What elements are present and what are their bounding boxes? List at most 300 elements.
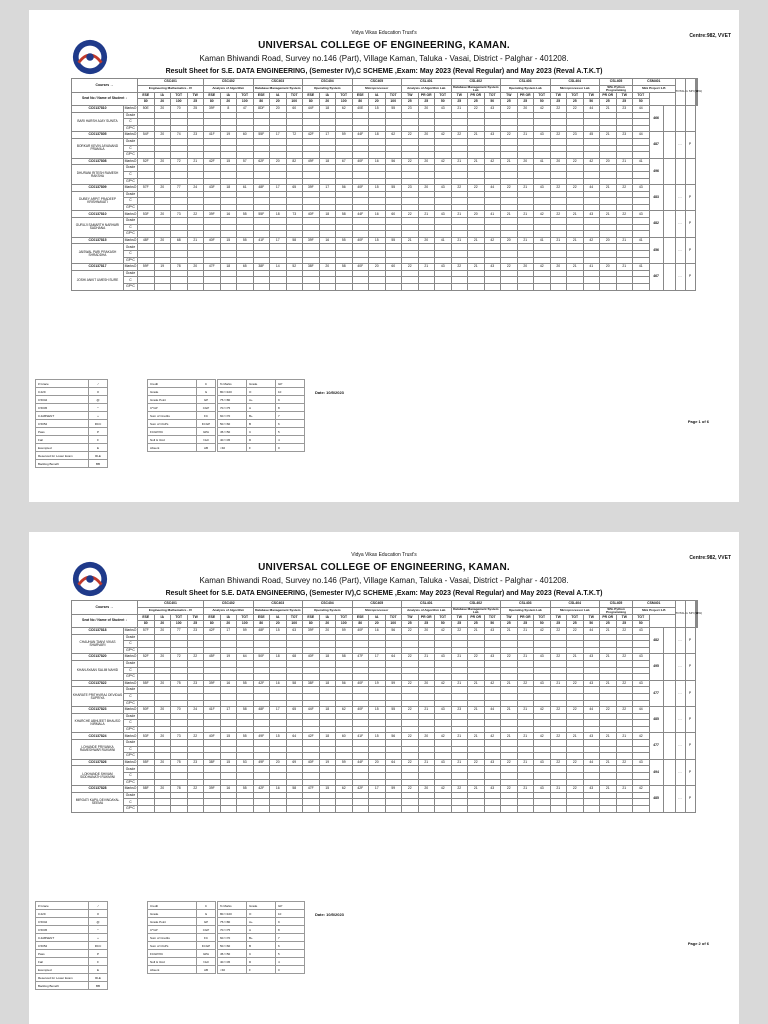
- result-table: [71, 78, 703, 291]
- marks-cell: 21: [567, 733, 584, 740]
- marks-cell: 15: [220, 237, 237, 244]
- marks-cell: [286, 270, 303, 277]
- student-row: [72, 237, 698, 244]
- marks-cell: [550, 720, 567, 727]
- marks-cell: [352, 112, 369, 119]
- marks-cell: [484, 178, 501, 185]
- marks-cell: 58: [237, 707, 254, 714]
- marks-cell: [286, 740, 303, 747]
- marks-cell: [468, 257, 485, 264]
- marks-cell: [253, 720, 270, 727]
- marks-cell: 60: [286, 105, 303, 112]
- marks-cell: 49F: [303, 158, 320, 165]
- marks-cell: 15: [220, 158, 237, 165]
- marks-cell: [204, 746, 221, 753]
- marks-cell: [600, 773, 617, 780]
- marks-cell: [385, 773, 402, 780]
- marks-cell: 18: [319, 158, 336, 165]
- legend-label: ΣCGP/ΣC: [148, 428, 197, 436]
- marks-cell: [600, 224, 617, 231]
- student-row: [72, 700, 698, 707]
- marks-cell: [583, 244, 600, 251]
- marks-cell: 22: [501, 132, 518, 139]
- marks-cell: [567, 218, 584, 225]
- marks-cell: [204, 251, 221, 258]
- marks-cell: [154, 152, 171, 159]
- marks-cell: [402, 218, 419, 225]
- marks-cell: 21: [616, 237, 633, 244]
- marks-cell: 52: [286, 264, 303, 271]
- marks-cell: 22: [451, 627, 468, 634]
- marks-cell: [468, 244, 485, 251]
- marks-cell: 19: [369, 680, 386, 687]
- marks-cell: [253, 204, 270, 211]
- marks-cell: [616, 152, 633, 159]
- marks-cell: [616, 634, 633, 641]
- marks-cell: [567, 171, 584, 178]
- marks-cell: [286, 687, 303, 694]
- total-marks: 495: [649, 654, 663, 680]
- column-head: TW: [501, 614, 518, 621]
- marks-cell: [220, 165, 237, 172]
- max-marks: 100: [385, 99, 402, 106]
- marks-cell: [534, 634, 551, 641]
- marks-cell: [204, 178, 221, 185]
- marks-cell: 21: [550, 237, 567, 244]
- max-marks: 50: [534, 621, 551, 628]
- marks-cell: [435, 204, 452, 211]
- legend-symbol: ΣC: [197, 934, 216, 942]
- marks-cell: [303, 773, 320, 780]
- max-marks: 25: [451, 99, 468, 106]
- marks-cell: 48F: [253, 185, 270, 192]
- marks-cell: 22: [567, 627, 584, 634]
- marks-cell: [600, 687, 617, 694]
- marks-cell: [385, 125, 402, 132]
- row-label: MarksO: [124, 680, 137, 685]
- remark-value: P: [685, 654, 695, 680]
- marks-cell: [237, 231, 254, 238]
- marks-cell: [484, 700, 501, 707]
- marks-cell: [451, 753, 468, 760]
- marks-cell: [583, 660, 600, 667]
- marks-cell: [154, 766, 171, 773]
- marks-cell: [286, 152, 303, 159]
- max-marks: 25: [187, 621, 204, 628]
- marks-cell: [270, 799, 287, 806]
- marks-cell: [484, 198, 501, 205]
- marks-cell: [616, 218, 633, 225]
- marks-cell: [402, 674, 419, 681]
- column-head: PR OR: [468, 614, 485, 621]
- legend-row: [148, 918, 216, 926]
- marks-cell: [600, 641, 617, 648]
- marks-cell: [451, 766, 468, 773]
- marks-cell: [171, 178, 188, 185]
- max-marks: 80: [204, 99, 221, 106]
- marks-cell: 62F: [253, 158, 270, 165]
- marks-cell: [352, 224, 369, 231]
- marks-cell: [468, 753, 485, 760]
- student-row: [72, 792, 698, 799]
- grade-scale-cell: 75<=80: [218, 918, 247, 926]
- course-code: CSL402: [451, 601, 501, 608]
- marks-cell: 43: [484, 627, 501, 634]
- marks-cell: [270, 284, 287, 291]
- marks-cell: [369, 634, 386, 641]
- marks-cell: [616, 198, 633, 205]
- row-label: MarksO: [124, 759, 137, 764]
- grade-scale-cell: 0: [276, 966, 305, 974]
- grade-scale-cell: O: [247, 910, 276, 918]
- marks-cell: 21: [501, 707, 518, 714]
- marks-cell: [369, 713, 386, 720]
- marks-cell: [534, 277, 551, 284]
- marks-cell: 52F: [138, 654, 155, 661]
- total-marks: 482: [649, 627, 663, 653]
- marks-cell: 39F: [204, 105, 221, 112]
- marks-cell: [451, 171, 468, 178]
- marks-cell: 20: [517, 264, 534, 271]
- marks-cell: [171, 667, 188, 674]
- marks-cell: [501, 726, 518, 733]
- course-title: SBL Python Programming: [600, 85, 633, 92]
- marks-cell: [550, 687, 567, 694]
- column-head: TOT: [435, 92, 452, 99]
- marks-cell: [451, 257, 468, 264]
- column-head: TOT: [435, 614, 452, 621]
- marks-cell: [220, 792, 237, 799]
- marks-cell: [633, 152, 650, 159]
- grade-scale-cell: A: [247, 404, 276, 412]
- column-head: ESE: [352, 614, 369, 621]
- course-code: CSL405: [600, 601, 633, 608]
- marks-cell: [600, 284, 617, 291]
- marks-cell: [385, 152, 402, 159]
- marks-cell: [138, 693, 155, 700]
- marks-cell: [633, 753, 650, 760]
- marks-cell: [336, 152, 353, 159]
- legend-symbol: ΣCGP: [197, 420, 216, 428]
- marks-cell: [484, 138, 501, 145]
- marks-cell: [517, 634, 534, 641]
- legend-label: # Grace: [36, 380, 89, 388]
- marks-cell: [633, 165, 650, 172]
- marks-cell: [369, 244, 386, 251]
- marks-cell: [138, 766, 155, 773]
- marks-cell: [600, 740, 617, 747]
- marks-cell: [600, 257, 617, 264]
- marks-cell: [270, 145, 287, 152]
- marks-cell: [616, 792, 633, 799]
- marks-cell: [616, 746, 633, 753]
- legend-label: Grade: [148, 910, 197, 918]
- marks-cell: [352, 171, 369, 178]
- marks-cell: [501, 270, 518, 277]
- marks-cell: [451, 740, 468, 747]
- marks-cell: [402, 753, 419, 760]
- marks-cell: [616, 165, 633, 172]
- marks-cell: [534, 112, 551, 119]
- marks-cell: [286, 231, 303, 238]
- marks-cell: [286, 779, 303, 786]
- legend-row: [148, 412, 216, 420]
- marks-cell: 22: [402, 264, 419, 271]
- marks-cell: [435, 224, 452, 231]
- marks-cell: [600, 660, 617, 667]
- column-head: IA: [369, 614, 386, 621]
- marks-cell: [204, 165, 221, 172]
- marks-cell: 16: [369, 627, 386, 634]
- marks-cell: [484, 270, 501, 277]
- marks-cell: [435, 753, 452, 760]
- marks-cell: [154, 145, 171, 152]
- marks-cell: 64: [286, 733, 303, 740]
- marks-cell: [171, 171, 188, 178]
- marks-cell: [336, 660, 353, 667]
- legend-symbol: *: [89, 926, 108, 934]
- marks-cell: [418, 700, 435, 707]
- marks-cell: 43: [633, 185, 650, 192]
- column-head: PR OR: [517, 92, 534, 99]
- max-marks: 100: [237, 621, 254, 628]
- marks-cell: [270, 693, 287, 700]
- marks-cell: [418, 674, 435, 681]
- marks-cell: [567, 145, 584, 152]
- marks-cell: [402, 277, 419, 284]
- marks-cell: [517, 693, 534, 700]
- marks-cell: [567, 284, 584, 291]
- marks-cell: 22: [187, 786, 204, 793]
- marks-cell: 22: [402, 211, 419, 218]
- marks-cell: 41: [435, 237, 452, 244]
- max-marks: 20: [319, 99, 336, 106]
- legend-row: [218, 420, 305, 428]
- marks-cell: [154, 231, 171, 238]
- marks-cell: 22: [517, 680, 534, 687]
- marks-cell: 17: [220, 627, 237, 634]
- marks-cell: [567, 152, 584, 159]
- marks-cell: [204, 726, 221, 733]
- marks-cell: [336, 145, 353, 152]
- marks-cell: 44F: [303, 105, 320, 112]
- marks-cell: 55: [237, 786, 254, 793]
- marks-cell: 22: [550, 185, 567, 192]
- marks-cell: 21: [418, 264, 435, 271]
- marks-cell: [253, 700, 270, 707]
- marks-cell: 43: [633, 211, 650, 218]
- max-marks: 20: [319, 621, 336, 628]
- marks-cell: [385, 726, 402, 733]
- marks-cell: [402, 693, 419, 700]
- row-label: GP*C: [124, 647, 138, 654]
- marks-cell: 38F: [303, 264, 320, 271]
- marks-cell: 22: [600, 707, 617, 714]
- legend-label: Grade Point: [148, 918, 197, 926]
- marks-cell: 53F: [138, 211, 155, 218]
- marks-cell: 17: [319, 185, 336, 192]
- marks-cell: [369, 687, 386, 694]
- marks-cell: 41F: [253, 237, 270, 244]
- student-row: [72, 257, 698, 264]
- column-head: TW: [550, 614, 567, 621]
- legend-row: [218, 942, 305, 950]
- marks-cell: [154, 634, 171, 641]
- marks-cell: [435, 799, 452, 806]
- marks-cell: [402, 138, 419, 145]
- marks-cell: [567, 270, 584, 277]
- marks-cell: 22: [402, 680, 419, 687]
- legend-row: [218, 966, 305, 974]
- marks-cell: [501, 251, 518, 258]
- marks-cell: [270, 773, 287, 780]
- marks-cell: [187, 112, 204, 119]
- legend-symbol: G: [197, 388, 216, 396]
- marks-cell: [220, 779, 237, 786]
- student-row: [72, 264, 698, 271]
- marks-cell: 41: [633, 158, 650, 165]
- marks-cell: 39F: [303, 185, 320, 192]
- legend-symbols: [35, 379, 108, 468]
- marks-cell: [517, 674, 534, 681]
- result-value: - -: [675, 759, 685, 785]
- marks-cell: [237, 284, 254, 291]
- seat-number: CC0137820: [72, 654, 124, 661]
- marks-cell: 21: [418, 654, 435, 661]
- marks-cell: [501, 647, 518, 654]
- marks-cell: [385, 806, 402, 813]
- marks-cell: [567, 674, 584, 681]
- marks-cell: [352, 125, 369, 132]
- marks-cell: [336, 119, 353, 126]
- marks-cell: [187, 244, 204, 251]
- marks-cell: 23: [567, 132, 584, 139]
- marks-cell: [550, 145, 567, 152]
- marks-cell: 43: [435, 211, 452, 218]
- marks-cell: [187, 660, 204, 667]
- legend-label: Sum of CGPs: [148, 420, 197, 428]
- marks-cell: 44: [583, 627, 600, 634]
- marks-cell: [171, 641, 188, 648]
- marks-cell: 48F: [138, 237, 155, 244]
- marks-cell: 60: [336, 733, 353, 740]
- marks-cell: [418, 277, 435, 284]
- marks-cell: 42: [633, 733, 650, 740]
- marks-cell: [484, 693, 501, 700]
- marks-cell: [633, 138, 650, 145]
- marks-cell: 42: [484, 158, 501, 165]
- marks-cell: [385, 198, 402, 205]
- marks-cell: [600, 218, 617, 225]
- legend-row: [218, 388, 305, 396]
- marks-cell: 44F: [352, 132, 369, 139]
- marks-cell: [154, 257, 171, 264]
- marks-cell: [616, 726, 633, 733]
- marks-cell: [435, 152, 452, 159]
- student-row: [72, 178, 698, 185]
- marks-cell: 42: [534, 733, 551, 740]
- max-marks: 25: [501, 621, 518, 628]
- marks-cell: [369, 270, 386, 277]
- marks-cell: [550, 171, 567, 178]
- marks-cell: [534, 647, 551, 654]
- marks-cell: [352, 251, 369, 258]
- marks-cell: [352, 204, 369, 211]
- course-code: CSL401: [402, 79, 452, 86]
- marks-cell: [187, 713, 204, 720]
- marks-cell: [583, 773, 600, 780]
- row-label: MarksO: [124, 786, 137, 791]
- total-header: TOTAL: [675, 601, 685, 628]
- course-title: Microprocessor: [352, 607, 402, 614]
- marks-cell: [220, 119, 237, 126]
- marks-cell: [303, 224, 320, 231]
- marks-cell: [468, 270, 485, 277]
- marks-cell: [600, 753, 617, 760]
- marks-cell: [303, 165, 320, 172]
- marks-cell: [435, 119, 452, 126]
- marks-cell: [171, 792, 188, 799]
- legend-row: [148, 396, 216, 404]
- marks-cell: [336, 799, 353, 806]
- course-code: CSC404: [303, 601, 353, 608]
- marks-cell: [501, 799, 518, 806]
- marks-cell: [534, 145, 551, 152]
- marks-cell: 62: [336, 707, 353, 714]
- marks-cell: [336, 277, 353, 284]
- marks-cell: [550, 165, 567, 172]
- row-label: MarksO: [124, 628, 137, 633]
- marks-cell: [501, 198, 518, 205]
- marks-cell: 44F: [352, 759, 369, 766]
- max-marks: 25: [616, 99, 633, 106]
- marks-cell: [204, 667, 221, 674]
- marks-cell: [550, 726, 567, 733]
- total-marks: 494: [649, 759, 663, 785]
- marks-cell: [187, 257, 204, 264]
- marks-cell: [517, 806, 534, 813]
- marks-cell: [402, 779, 419, 786]
- marks-cell: [138, 806, 155, 813]
- marks-cell: 55: [385, 105, 402, 112]
- marks-cell: [171, 284, 188, 291]
- marks-cell: [550, 224, 567, 231]
- marks-cell: [352, 674, 369, 681]
- legend-row: [148, 966, 216, 974]
- marks-cell: 22: [567, 158, 584, 165]
- total-marks: 485: [649, 707, 663, 733]
- column-head: ESE: [204, 614, 221, 621]
- marks-cell: [402, 641, 419, 648]
- total-header: TOTAL: [675, 79, 685, 106]
- marks-cell: [369, 152, 386, 159]
- marks-cell: [517, 277, 534, 284]
- marks-cell: [633, 641, 650, 648]
- marks-cell: [253, 244, 270, 251]
- marks-cell: [336, 244, 353, 251]
- legend-symbol: BB: [89, 982, 108, 990]
- marks-cell: [270, 667, 287, 674]
- marks-cell: [253, 713, 270, 720]
- marks-cell: [138, 165, 155, 172]
- marks-cell: 22: [616, 185, 633, 192]
- marks-cell: [336, 687, 353, 694]
- remark-value: P: [685, 132, 695, 158]
- marks-cell: 44: [583, 105, 600, 112]
- legend-row: [218, 926, 305, 934]
- marks-cell: 18: [319, 654, 336, 661]
- gpa-header: G SPI (SPA): [685, 601, 695, 628]
